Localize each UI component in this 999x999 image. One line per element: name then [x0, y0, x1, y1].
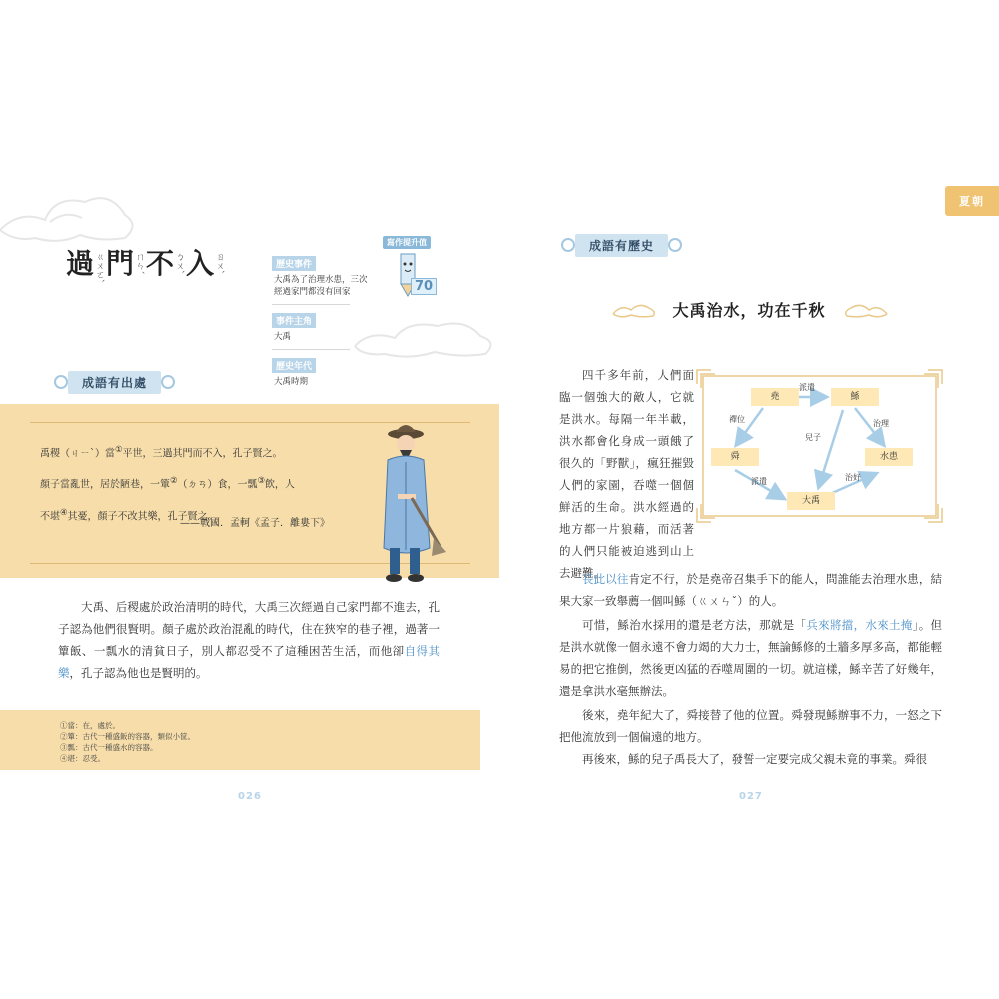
relationship-diagram	[695, 368, 944, 524]
idiom-zhuyin: ㄇㄣˊ	[134, 252, 145, 275]
highlighted-idiom: 長此以往	[582, 572, 629, 586]
idiom-char: 入	[186, 247, 215, 280]
edge-label-son: 兒子	[805, 433, 821, 442]
paragraph-segment: 」。但是洪水就像一個永遠不會力竭的大力士，無論鯀修的土牆多厚多高，都能輕易的把它推倒，然後更凶猛的吞噬周圍的一切。就這樣，鯀辛苦了好幾年，還是拿洪水毫無辦法。	[559, 618, 943, 698]
banner-ornament	[161, 375, 175, 389]
footnote: ④堪：忍受。	[60, 754, 105, 763]
page-number-right: 027	[739, 791, 763, 802]
idiom-zhuyin: ㄅㄨˋ	[174, 252, 185, 275]
paragraph-segment: 可惜，鯀治水採用的還是老方法，那就是「	[582, 618, 807, 632]
quote-text-segment: 飲，人	[264, 479, 295, 491]
quote-text-segment: （ㄉㄢ）食，一瓢	[177, 479, 258, 491]
note-marker: ④	[60, 506, 68, 517]
story-title: 大禹治水，功在千秋	[672, 301, 826, 320]
idiom-title	[66, 246, 226, 284]
edge-label-send: 派遣	[751, 477, 767, 486]
level-number: 70	[411, 278, 437, 295]
story-paragraph-1: 四千多年前，人們面臨一個強大的敵人，它就是洪水。每隔一年半載，洪水都會化身成一頭餓了很久的「野獸」，瘋狂摧毀人們的家園，吞噬一個個鮮活的生命。洪水經過的地方都一片狼藉，而活著的人們只能被迫逃到山上去避難。	[559, 368, 694, 580]
cloud-decoration-left-top	[0, 180, 140, 250]
banner-ornament	[668, 238, 682, 252]
footnote: ②簞：古代一種盛飯的容器，類似小筐。	[60, 732, 195, 741]
banner-ornament	[561, 238, 575, 252]
idiom-char: 門	[106, 247, 135, 280]
quote-text-segment: 不堪	[40, 510, 60, 522]
person-text: 大禹	[274, 332, 292, 342]
info-divider	[272, 304, 350, 305]
edge-label-abdicate: 禪位	[729, 415, 745, 424]
idiom-zhuyin: ㄍㄨㄛˋ	[94, 252, 105, 284]
dynasty-label: 夏朝	[959, 195, 985, 208]
footnote: ①當：在，處於。	[60, 721, 120, 730]
cloud-decoration-left-mid	[350, 312, 500, 360]
footnote: ③瓢：古代一種盛水的容器。	[60, 743, 158, 752]
writing-level-badge	[383, 236, 439, 300]
right-page	[499, 0, 999, 999]
event-label: 歷史事件	[272, 256, 316, 271]
footnotes-list	[60, 720, 195, 764]
quote-text-segment: 禹稷（ㄐㄧˋ）當	[40, 448, 115, 460]
footnotes-box	[0, 710, 480, 770]
highlighted-idiom: 兵來將擋，水來土掩	[806, 618, 913, 632]
story-paragraph-5: 再後來，鯀的兒子禹長大了，發誓一定要完成父親未竟的事業。舜很	[582, 752, 927, 766]
paragraph-segment: ，孔子認為他也是賢明的。	[69, 666, 208, 680]
edge-label-send: 派遣	[799, 383, 815, 392]
explanation-paragraph	[58, 596, 440, 684]
info-divider	[272, 349, 350, 350]
note-marker: ③	[257, 475, 265, 486]
cloud-ornament-right-icon	[841, 302, 889, 320]
paragraph-segment: 大禹、后稷處於政治清明的時代，大禹三次經過自己家門都不進去，孔子認為他們很賢明。顏子處於政治混亂的時代，住在狹窄的巷子裡，過著一簞飯、一瓢水的清貧日子，別人都忍受不了這種困苦生活，而他卻	[58, 600, 440, 658]
level-label: 寫作提升值	[383, 236, 431, 249]
page-number-left: 026	[238, 791, 262, 802]
node-yu: 大禹	[787, 492, 835, 510]
paragraph-segment: 肯定不行，於是堯帝召集手下的能人，問誰能去治理水患，結果大家一致舉薦一個叫鯀（ㄍㄨㄣˇ）的人。	[559, 572, 942, 608]
section-banner-origin	[54, 371, 175, 393]
idiom-char: 不	[146, 247, 175, 280]
quote-text-segment: 顏子當亂世，居於陋巷，一簞	[40, 479, 170, 491]
edge-label-govern-success: 治好	[845, 473, 861, 482]
scholar-illustration	[372, 418, 448, 588]
quote-text-segment: 其憂，顏子不改其樂，孔子賢之。	[67, 510, 218, 522]
highlighted-idiom: 自得其樂	[58, 644, 440, 680]
banner-label: 成語有歷史	[575, 234, 668, 257]
node-gun: 鯀	[831, 388, 879, 406]
quote-text-segment: 平世，三過其門而不入，孔子賢之。	[122, 448, 283, 460]
note-marker: ①	[115, 444, 123, 454]
event-text: 大禹為了治理水患，三次經過家門都沒有回家	[274, 275, 368, 297]
node-flood: 水患	[865, 448, 913, 466]
quote-source: ——戰國．孟軻《孟子．離婁下》	[180, 518, 330, 529]
idiom-zhuyin: ㄖㄨˋ	[214, 252, 225, 275]
story-paragraph-2	[559, 568, 942, 612]
person-label: 事件主角	[272, 313, 316, 328]
idiom-char: 過	[66, 247, 95, 280]
info-panel	[272, 252, 372, 394]
dynasty-tab	[945, 186, 999, 216]
story-paragraph-3	[559, 614, 942, 702]
section-banner-history	[561, 234, 682, 256]
node-yao: 堯	[751, 388, 799, 406]
banner-label: 成語有出處	[68, 371, 161, 394]
story-paragraph-4: 後來，堯年紀大了，舜接替了他的位置。舜發現鯀辦事不力，一怒之下把他流放到一個偏遠的地方。	[559, 708, 942, 744]
note-marker: ②	[170, 475, 178, 486]
era-text: 大禹時期	[274, 377, 309, 387]
left-page	[0, 0, 499, 999]
node-shun: 舜	[711, 448, 759, 466]
banner-ornament	[54, 375, 68, 389]
era-label: 歷史年代	[272, 358, 316, 373]
edge-label-govern: 治理	[873, 419, 889, 428]
